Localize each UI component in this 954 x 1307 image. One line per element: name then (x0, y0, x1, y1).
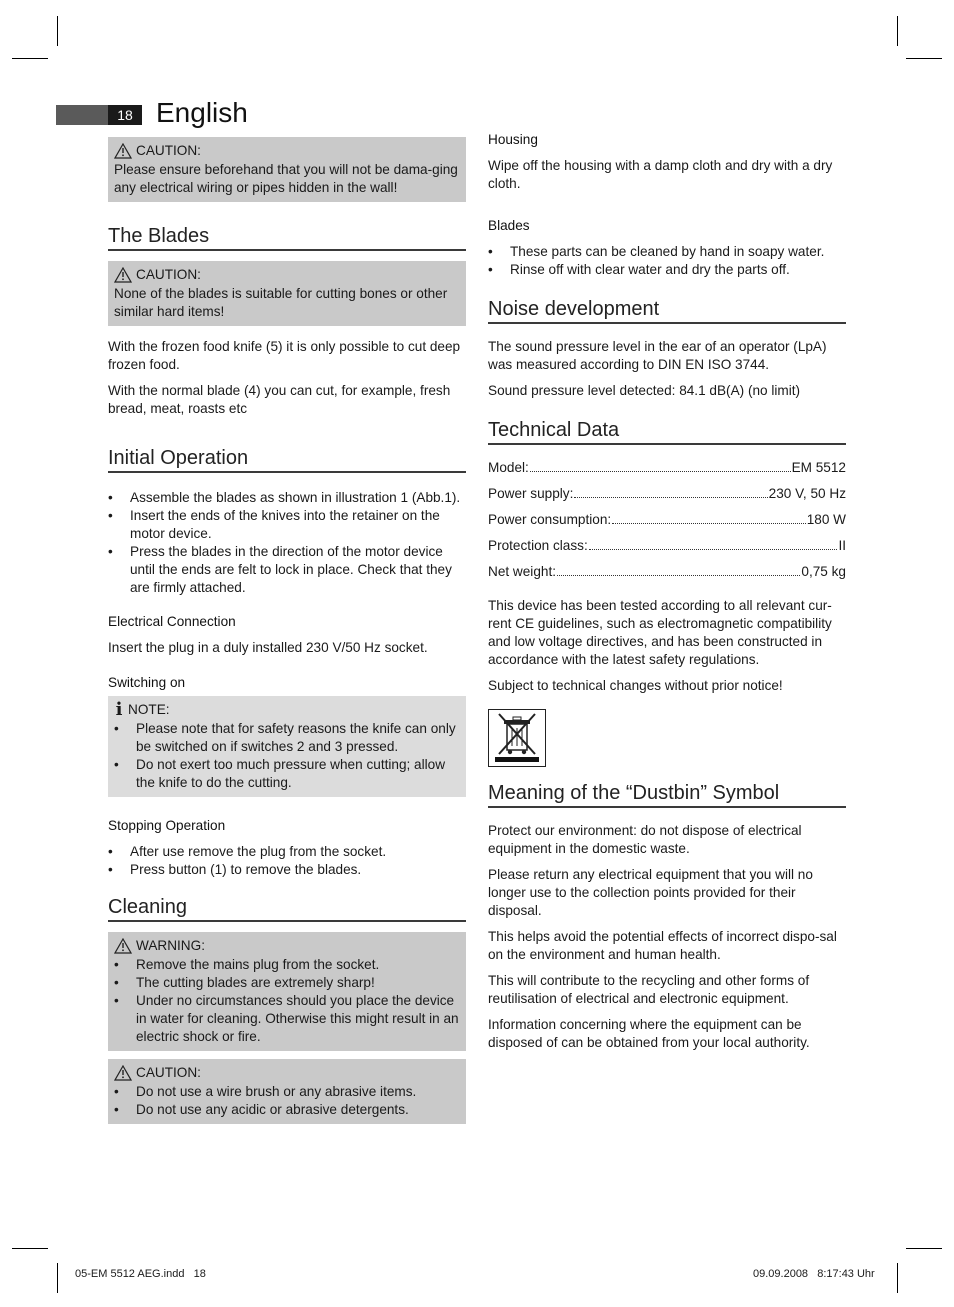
warning-box (108, 932, 466, 1051)
table-row (488, 563, 846, 581)
footer-file-name: 05-EM 5512 AEG.indd 18 (75, 1268, 206, 1280)
caution-title: CAUTION: (136, 1065, 201, 1080)
table-row (488, 511, 846, 529)
crop-mark (57, 16, 58, 46)
subheading-housing: Housing (488, 132, 538, 147)
crop-mark (57, 1263, 58, 1293)
paragraph: With the normal blade (4) you can cut, for example, fresh bread, meat, roasts etc (108, 383, 451, 416)
bullet-list (114, 720, 460, 792)
tech-value: II (838, 538, 846, 553)
table-row (488, 485, 846, 503)
warning-triangle-icon (114, 267, 132, 283)
tech-value: 230 V, 50 Hz (768, 486, 846, 501)
bullet-list (114, 1083, 460, 1119)
list-item: • Press the blades in the direction of the motor device until the ends are felt to lock in place. Check that they are firmly attached. (108, 543, 466, 597)
caution-box (108, 261, 466, 326)
warning-triangle-icon (114, 143, 132, 159)
dot-leader (530, 459, 791, 472)
bullet-list (108, 489, 466, 597)
dot-leader (589, 537, 838, 550)
list-item: • Rinse off with clear water and dry the parts off. (488, 261, 846, 279)
section-heading-blades: The Blades (108, 224, 466, 251)
page-number: 18 (108, 105, 142, 125)
paragraph: Please return any electrical equipment that you will no longer use to the collection points provided for their disposal. (488, 867, 813, 918)
warning-triangle-icon (114, 1065, 132, 1081)
right-column (488, 131, 846, 1060)
left-column (108, 137, 466, 1136)
list-item: • Under no circumstances should you place the device in water for cleaning. Otherwise this might result in an electric shock or fire. (114, 992, 460, 1046)
section-heading-cleaning: Cleaning (108, 895, 466, 922)
list-item: • Do not use a wire brush or any abrasive items. (114, 1083, 460, 1101)
list-item: • These parts can be cleaned by hand in soapy water. (488, 243, 846, 261)
paragraph: This helps avoid the potential effects of incorrect dispo-sal on the environment and human health. (488, 929, 837, 962)
subheading-electrical-connection: Electrical Connection (108, 614, 236, 629)
tech-value: 0,75 kg (801, 564, 846, 579)
crop-mark (906, 58, 942, 59)
note-box (108, 696, 466, 797)
warning-triangle-icon (114, 938, 132, 954)
paragraph: Sound pressure level detected: 84.1 dB(A) (no limit) (488, 383, 801, 398)
bullet-list (488, 243, 846, 279)
crop-mark (12, 58, 48, 59)
paragraph: Information concerning where the equipment can be disposed of can be obtained from your local authority. (488, 1017, 810, 1050)
caution-box (108, 137, 466, 202)
paragraph: Insert the plug in a duly installed 230 V/50 Hz socket. (108, 640, 428, 655)
info-icon: i (115, 699, 123, 720)
technical-data-table (488, 459, 846, 581)
paragraph: With the frozen food knife (5) it is only possible to cut deep frozen food. (108, 339, 461, 372)
caution-text: Please ensure beforehand that you will not be dama-ging any electrical wiring or pipes hidden in the wall! (114, 162, 458, 195)
table-row (488, 537, 846, 555)
caution-box (108, 1059, 466, 1124)
paragraph: Wipe off the housing with a damp cloth and dry with a dry cloth. (488, 158, 833, 191)
list-item: • After use remove the plug from the socket. (108, 843, 466, 861)
tech-label: Power supply: (488, 486, 574, 501)
list-item: • Do not exert too much pressure when cutting; allow the knife to do the cutting. (114, 756, 460, 792)
tech-value: 180 W (806, 512, 846, 527)
crop-mark (897, 1263, 898, 1293)
section-heading-initial-operation: Initial Operation (108, 446, 466, 473)
tech-label: Protection class: (488, 538, 588, 553)
section-heading-noise-development: Noise development (488, 297, 846, 324)
subheading-stopping-operation: Stopping Operation (108, 818, 226, 833)
caution-text: None of the blades is suitable for cutting bones or other similar hard items! (114, 286, 448, 319)
bullet-list (114, 956, 460, 1046)
section-heading-dustbin-symbol: Meaning of the “Dustbin” Symbol (488, 781, 846, 808)
dot-leader (612, 511, 806, 524)
tech-label: Power consumption: (488, 512, 612, 527)
footer-date: 09.09.2008 8:17:43 Uhr (753, 1268, 875, 1280)
crop-mark (897, 16, 898, 46)
subheading-switching-on: Switching on (108, 675, 186, 690)
list-item: • Do not use any acidic or abrasive detergents. (114, 1101, 460, 1119)
list-item: • Press button (1) to remove the blades. (108, 861, 466, 879)
dot-leader (574, 485, 767, 498)
paragraph: This device has been tested according to all relevant cur-rent CE guidelines, such as electromagnetic compatibility and low voltage directives, and has been constructed in accordance with the latest safety regulations. (488, 598, 832, 667)
list-item: • Assemble the blades as shown in illustration 1 (Abb.1). (108, 489, 466, 507)
bullet-list (108, 843, 466, 879)
crop-mark (12, 1248, 48, 1249)
paragraph: Protect our environment: do not dispose of electrical equipment in the domestic waste. (488, 823, 802, 856)
table-row (488, 459, 846, 477)
crossed-out-dustbin-icon (488, 709, 546, 767)
list-item: • Insert the ends of the knives into the retainer on the motor device. (108, 507, 466, 543)
paragraph: This will contribute to the recycling and other forms of reutilisation of electrical and electronic equipment. (488, 973, 810, 1006)
warning-title: WARNING: (136, 938, 205, 953)
caution-title: CAUTION: (136, 267, 201, 282)
paragraph: Subject to technical changes without prior notice! (488, 678, 783, 693)
section-heading-technical-data: Technical Data (488, 418, 846, 445)
note-title: NOTE: (128, 702, 170, 717)
list-item: • The cutting blades are extremely sharp! (114, 974, 460, 992)
page-title: English (156, 97, 248, 128)
tech-value: EM 5512 (791, 460, 846, 475)
tech-label: Net weight: (488, 564, 557, 579)
paragraph: The sound pressure level in the ear of an operator (LpA) was measured according to DIN EN ISO 3744. (488, 339, 827, 372)
list-item: • Please note that for safety reasons the knife can only be switched on if switches 2 and 3 pressed. (114, 720, 460, 756)
list-item: • Remove the mains plug from the socket. (114, 956, 460, 974)
tech-label: Model: (488, 460, 529, 475)
dot-leader (557, 563, 800, 576)
subheading-blades: Blades (488, 218, 530, 233)
caution-title: CAUTION: (136, 143, 201, 158)
crop-mark (906, 1248, 942, 1249)
